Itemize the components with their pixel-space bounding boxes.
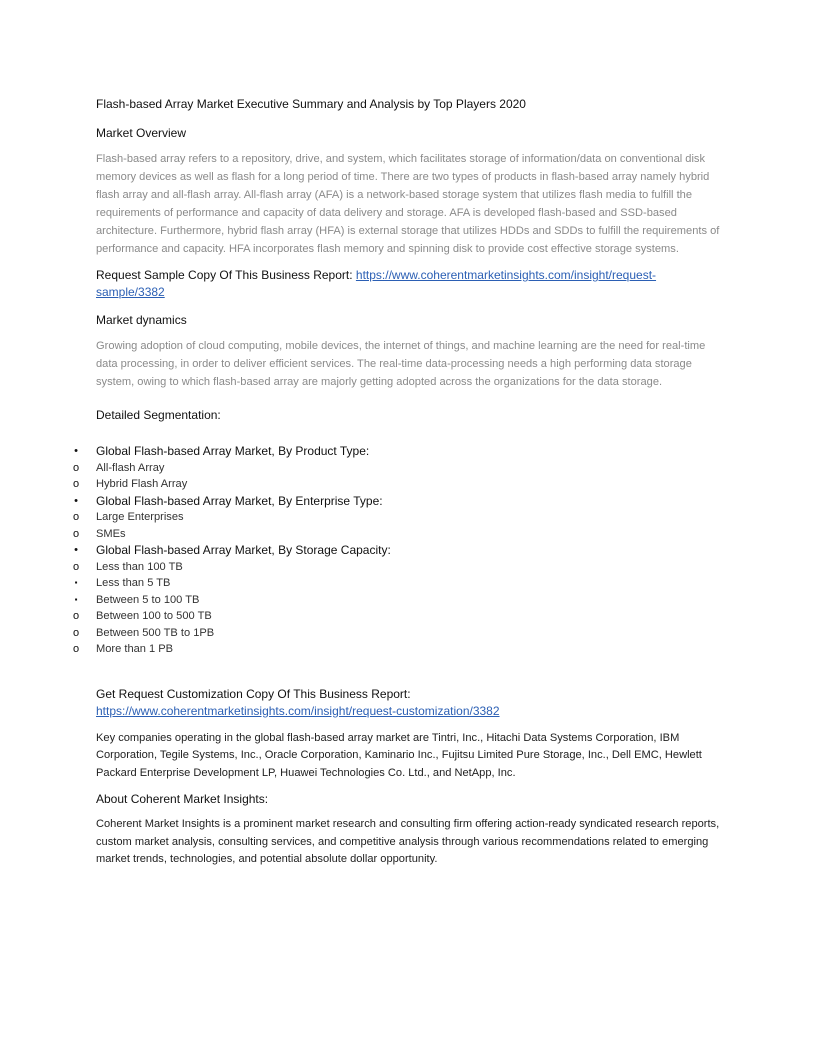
sample-request-link[interactable]: https://www.coherentmarketinsights.com/insight/request-sample/3382: [96, 268, 657, 299]
circle-bullet-icon: o: [72, 511, 80, 523]
list-item-text: Between 500 TB to 1PB: [96, 626, 215, 639]
list-item-text: Between 100 to 500 TB: [96, 610, 212, 622]
list-item-text: Less than 100 TB: [96, 560, 183, 573]
circle-bullet-icon: o: [72, 527, 80, 540]
list-item-text: Large Enterprises: [96, 511, 184, 523]
market-dynamics-text: Growing adoption of cloud computing, mobile devices, the internet of things, and machine learning are the need for real-time data processing, in order to deliver efficient services. The real-time data-processing needs a high performing data storage system, owing to which flash-based array are majorly getting adopted across the organizations for the data storage.: [96, 340, 706, 388]
segmentation-heading: Detailed Segmentation:: [96, 408, 221, 422]
list-item: [70, 608, 724, 625]
list-item: [70, 542, 724, 559]
list-item: [70, 443, 724, 460]
list-item: [70, 493, 724, 510]
circle-bullet-icon: o: [72, 478, 80, 490]
list-item: [70, 559, 724, 576]
circle-bullet-icon: o: [72, 560, 80, 573]
customization-request-label: Get Request Customization Copy Of This Business Report:: [96, 686, 411, 701]
customization-request-block: [96, 686, 724, 720]
sample-request-label: Request Sample Copy Of This Business Report:: [96, 268, 356, 282]
key-companies-text: Key companies operating in the global flash-based array market are Tintri, Inc., Hitachi Data Systems Corporation, IBM Corporation, Tegile Systems, Inc., Oracle Corporation, Kaminario Inc., Fujitsu Limited Pure Storage, Inc., Dell EMC, Hewlett Packard Enterprise Development LP, Huawei Technologies Co. Ltd., and NetApp, Inc.: [96, 731, 702, 779]
bullet-icon: •: [74, 445, 78, 457]
list-item: [70, 625, 724, 642]
customization-request-link[interactable]: https://www.coherentmarketinsights.com/insight/request-customization/3382: [96, 703, 500, 718]
square-bullet-icon: ▪: [74, 594, 78, 604]
market-overview-heading: Market Overview: [96, 126, 187, 140]
list-item: [70, 641, 724, 658]
list-item-text: More than 1 PB: [96, 643, 174, 655]
market-overview-text: Flash-based array refers to a repository, drive, and system, which facilitates storage of information/data on conventional disk memory devices as well as flash for a long period of time. There are two types of products in flash-based array namely hybrid flash array and all-flash array. All-flash array (AFA) is a network-based storage system that utilizes flash media to fulfill the requirements of performance and capacity of data delivery and storage. AFA is developed flash-based and SSD-based architecture. Furthermore, hybrid flash array (HFA) is external storage that utilizes HDDs and SDDs to fulfill the requirements of performance and capacity. HFA incorporates flash memory and spinning disk to provide cost effective storage systems.: [96, 153, 720, 255]
bullet-icon: •: [74, 544, 78, 556]
circle-bullet-icon: o: [72, 610, 80, 622]
list-item: [70, 575, 724, 592]
circle-bullet-icon: o: [72, 461, 80, 474]
list-item-text: Global Flash-based Array Market, By Product Type:: [96, 444, 370, 458]
list-item: [70, 526, 724, 543]
about-heading: About Coherent Market Insights:: [96, 792, 269, 807]
list-item: [70, 460, 724, 477]
list-item-text: Global Flash-based Array Market, By Storage Capacity:: [96, 543, 391, 557]
about-text: Coherent Market Insights is a prominent market research and consulting firm offering action-ready syndicated research reports, custom market analysis, consulting services, and competitive analysis through various recommendations related to emerging market trends, technologies, and potential absolute dollar opportunity.: [96, 818, 720, 866]
bullet-icon: •: [74, 494, 78, 507]
circle-bullet-icon: o: [72, 626, 80, 639]
list-item: [70, 476, 724, 493]
market-dynamics-heading: Market dynamics: [96, 313, 187, 327]
square-bullet-icon: ▪: [74, 578, 78, 587]
list-item-text: Between 5 to 100 TB: [96, 593, 200, 606]
segmentation-list: [70, 443, 724, 658]
list-item: [70, 509, 724, 526]
list-item-text: Hybrid Flash Array: [96, 478, 188, 490]
list-item: [70, 592, 724, 609]
circle-bullet-icon: o: [72, 643, 80, 655]
document-content: [72, 96, 724, 878]
list-item-text: SMEs: [96, 527, 126, 540]
list-item-text: Global Flash-based Array Market, By Enterprise Type:: [96, 493, 383, 508]
list-item-text: All-flash Array: [96, 461, 165, 474]
list-item-text: Less than 5 TB: [96, 577, 171, 589]
sample-request-line: [96, 267, 724, 301]
document-title: Flash-based Array Market Executive Summary and Analysis by Top Players 2020: [96, 97, 526, 111]
